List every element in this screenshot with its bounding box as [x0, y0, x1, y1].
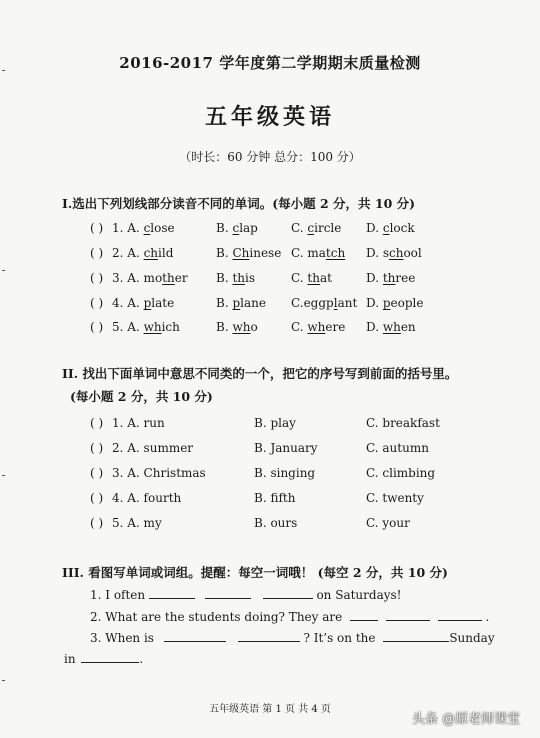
underlined-letters: p	[232, 296, 241, 310]
underlined-letters: tch	[325, 246, 346, 260]
answer-parentheses[interactable]: ( )	[90, 466, 104, 480]
answer-parentheses[interactable]: ( )	[90, 271, 104, 285]
option-d: D. three	[366, 271, 416, 285]
exam-year-title: 2016-2017 学年度第二学期期末质量检测	[119, 54, 421, 72]
underlined-letters: wh	[232, 320, 251, 334]
option-d: D. clock	[366, 221, 415, 235]
option-b: B. who	[216, 320, 258, 334]
scan-mark	[2, 70, 5, 71]
underlined-letters: c	[307, 221, 315, 235]
underlined-letters: c	[382, 221, 390, 235]
option-b: B. fifth	[254, 491, 296, 505]
answer-parentheses[interactable]: ( )	[90, 416, 104, 430]
underlined-letters: Ch	[232, 246, 250, 260]
option-a: 2. A. child	[112, 246, 174, 260]
underlined-letters: th	[382, 271, 396, 285]
option-a: 4. A. fourth	[112, 491, 182, 505]
question-3-1-end: on Saturdays!	[316, 588, 402, 602]
option-b: B. Chinese	[216, 246, 282, 260]
page-footer: 五年级英语 第 1 页 共 4 页	[209, 704, 331, 715]
answer-parentheses[interactable]: ( )	[90, 320, 104, 334]
option-a: 1. A. run	[112, 416, 165, 430]
section-2-heading: II. 找出下面单词中意思不同类的一个，把它的序号写到前面的括号里。	[62, 366, 458, 381]
answer-blank[interactable]	[238, 630, 300, 642]
question-3-3-line2-end: .	[139, 652, 144, 666]
option-d: D. school	[366, 246, 422, 260]
question-3-3	[90, 630, 495, 645]
underlined-letters: wh	[143, 320, 162, 334]
question-3-2-start: 2. What are the students doing? They are	[90, 610, 343, 624]
option-c: C. climbing	[366, 466, 436, 480]
subject-title: 五年级英语	[204, 104, 335, 130]
option-a: 5. A. my	[112, 516, 162, 530]
option-c: C. twenty	[366, 491, 424, 505]
option-c: C. your	[366, 516, 410, 530]
underlined-letters: th	[307, 271, 320, 285]
question-3-1	[90, 587, 401, 602]
underlined-letters: ch	[143, 246, 159, 260]
section-2-subheading: (每小题 2 分，共 10 分)	[70, 389, 213, 404]
underlined-letters: th	[232, 271, 246, 285]
option-a: 2. A. summer	[112, 441, 194, 455]
scan-mark	[2, 475, 5, 476]
scan-mark	[2, 680, 5, 681]
question-3-3-continued	[64, 651, 143, 666]
watermark: 头条 @原老师课堂	[412, 712, 521, 727]
answer-parentheses[interactable]: ( )	[90, 246, 104, 260]
exam-info: （时长：60 分钟 总分：100 分）	[179, 150, 361, 164]
option-a: 3. A. Christmas	[112, 466, 206, 480]
answer-parentheses[interactable]: ( )	[90, 491, 104, 505]
answer-blank[interactable]	[149, 587, 195, 599]
question-3-1-start: 1. I often	[90, 588, 146, 602]
answer-parentheses[interactable]: ( )	[90, 221, 104, 235]
option-b: B. January	[254, 441, 318, 455]
option-c: C. autumn	[366, 441, 429, 455]
section-1-heading: I.选出下列划线部分读音不同的单词。(每小题 2 分，共 10 分)	[62, 196, 416, 211]
question-3-2	[90, 609, 489, 624]
option-b: B. this	[216, 271, 256, 285]
underlined-letters: c	[232, 221, 240, 235]
option-d: D. people	[366, 296, 424, 310]
answer-blank[interactable]	[350, 609, 378, 621]
option-c: C. that	[291, 271, 332, 285]
option-c: C. circle	[291, 221, 342, 235]
underlined-letters: c	[143, 221, 151, 235]
option-a: 3. A. mother	[112, 271, 188, 285]
option-b: B. play	[254, 416, 296, 430]
underlined-letters: wh	[307, 320, 326, 334]
answer-blank[interactable]	[164, 630, 226, 642]
underlined-letters: l	[333, 296, 338, 310]
scan-mark	[2, 270, 5, 271]
option-a: 4. A. plate	[112, 296, 175, 310]
underlined-letters: th	[162, 271, 175, 285]
option-a: 1. A. close	[112, 221, 175, 235]
option-c: C. where	[291, 320, 346, 334]
option-c: C. match	[291, 246, 346, 260]
option-d: D. when	[366, 320, 416, 334]
answer-blank[interactable]	[386, 609, 430, 621]
option-c: C. breakfast	[366, 416, 440, 430]
answer-blank[interactable]	[263, 587, 313, 599]
underlined-letters: p	[382, 296, 391, 310]
question-3-3-mid: ? It’s on the	[303, 631, 376, 645]
question-3-3-line2-start: in	[64, 652, 76, 666]
option-a: 5. A. which	[112, 320, 180, 334]
question-3-3-end: Sunday	[449, 631, 495, 645]
option-b: B. ours	[254, 516, 298, 530]
underlined-letters: ch	[388, 246, 404, 260]
answer-blank[interactable]	[205, 587, 251, 599]
section-3-heading: III. 看图写单词或词组。提醒：每空一词哦！ (每空 2 分，共 10 分)	[62, 565, 448, 580]
option-b: B. clap	[216, 221, 258, 235]
answer-blank[interactable]	[438, 609, 482, 621]
option-c: C.eggplant	[291, 296, 358, 310]
answer-parentheses[interactable]: ( )	[90, 516, 104, 530]
answer-blank[interactable]	[81, 651, 139, 663]
answer-parentheses[interactable]: ( )	[90, 296, 104, 310]
underlined-letters: wh	[382, 320, 401, 334]
underlined-letters: p	[143, 296, 152, 310]
question-3-3-start: 3. When is	[90, 631, 154, 645]
option-b: B. singing	[254, 466, 316, 480]
option-b: B. plane	[216, 296, 266, 310]
answer-parentheses[interactable]: ( )	[90, 441, 104, 455]
question-3-2-end: .	[485, 610, 490, 624]
answer-blank[interactable]	[383, 630, 449, 642]
